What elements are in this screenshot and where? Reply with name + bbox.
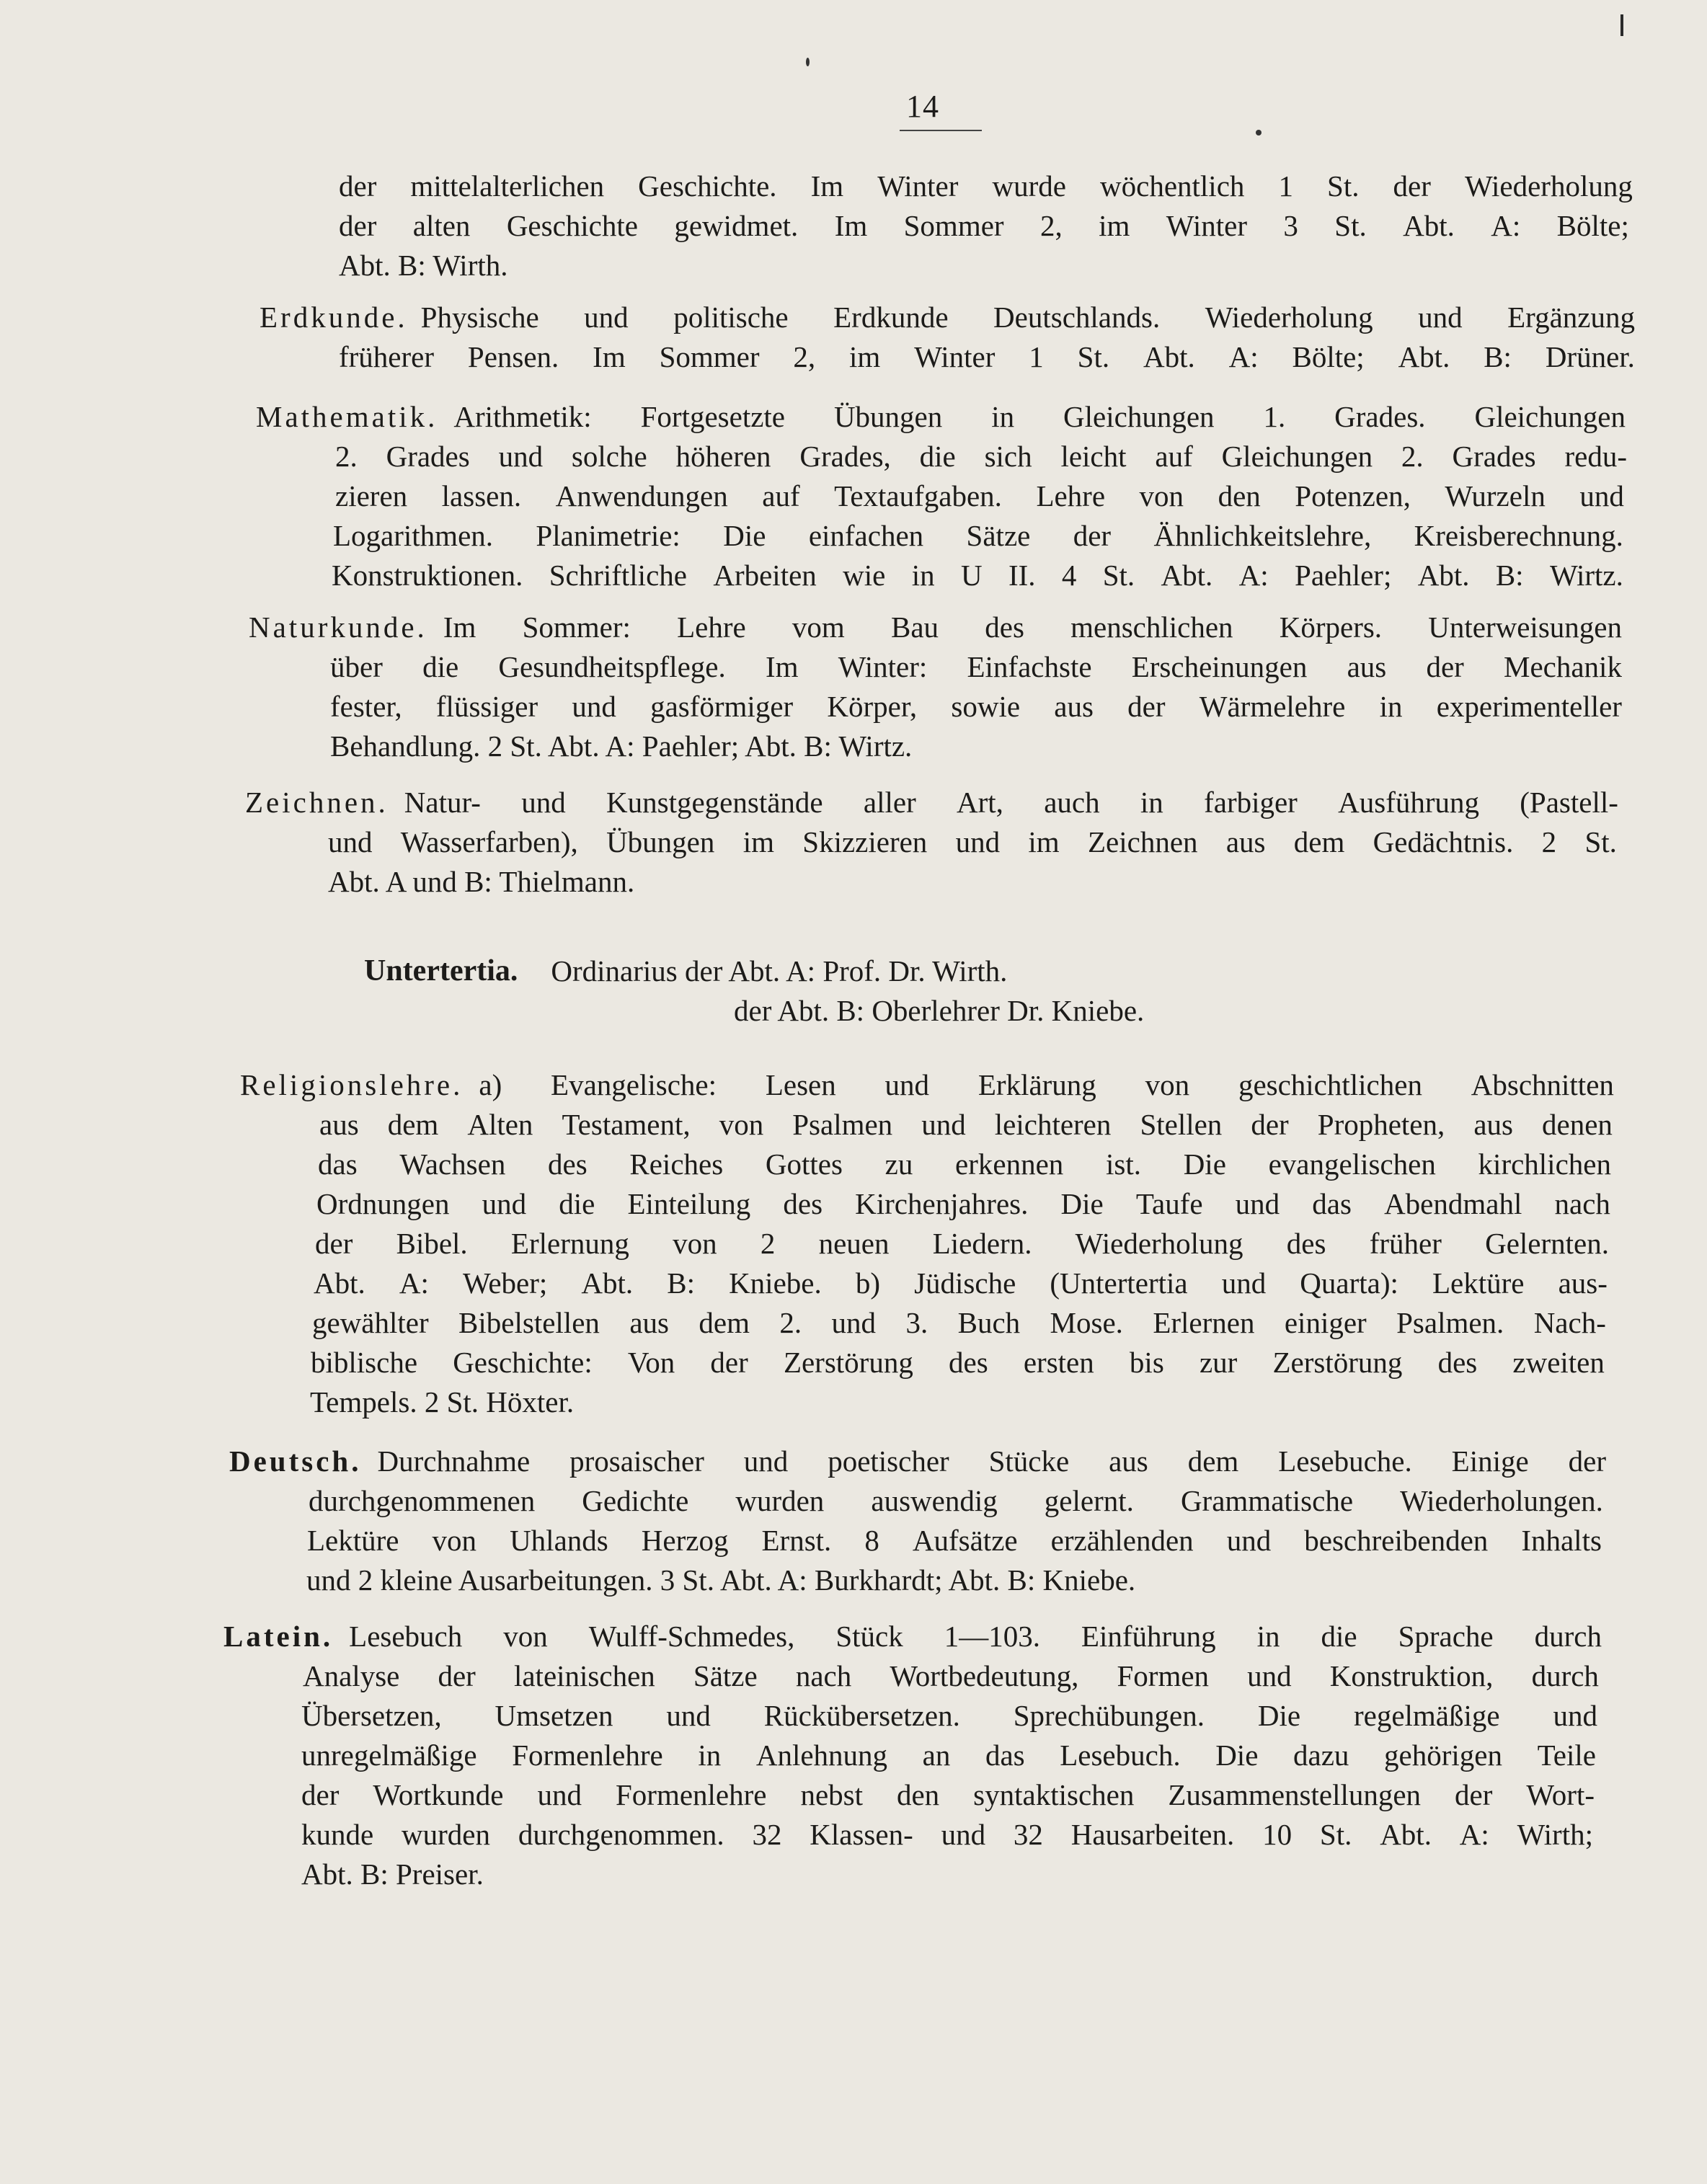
ink-speck (1256, 130, 1262, 136)
text-line: unregelmäßige Formenlehre in Anlehnung an das Lesebuch. Die dazu gehörigen Teile (301, 1739, 1596, 1772)
paragraph-zeichnen (245, 784, 1618, 820)
text-line: Abt. A: Weber; Abt. B: Kniebe. b) Jüdische (Untertertia und Quarta): Lektüre aus- (314, 1266, 1608, 1300)
text-line: Im Sommer: Lehre vom Bau des menschlichen Körpers. Unterweisungen (443, 611, 1622, 644)
paragraph-erdkunde (260, 299, 1635, 335)
text-line: Durchnahme prosaischer und poetischer Stücke aus dem Lesebuche. Einige der (377, 1444, 1606, 1478)
paragraph-deutsch (229, 1443, 1606, 1479)
subject-mathematik: Mathematik. (256, 400, 438, 433)
ordinarius-b: der Abt. B: Oberlehrer Dr. Kniebe. (734, 994, 1145, 1027)
text-line: Analyse der lateinischen Sätze nach Wortbedeutung, Formen und Konstruktion, durch (303, 1659, 1599, 1692)
text-line: Tempels. 2 St. Höxter. (310, 1385, 575, 1419)
text-line: 2. Grades und solche höheren Grades, die sich leicht auf Gleichungen 2. Grades redu- (335, 440, 1627, 473)
paragraph-latein (223, 1618, 1602, 1654)
class-heading (364, 953, 1007, 989)
text-line: und 2 kleine Ausarbeitungen. 3 St. Abt. A: Burkhardt; Abt. B: Kniebe. (306, 1563, 1136, 1597)
text-line: Lesebuch von Wulff-Schmedes, Stück 1—103. Einführung in die Sprache durch (349, 1620, 1602, 1653)
subject-naturkunde: Naturkunde. (249, 611, 427, 644)
text-line: Abt. A und B: Thielmann. (328, 865, 635, 898)
paragraph-mathematik (256, 399, 1626, 435)
paragraph-religionslehre (240, 1067, 1614, 1103)
page-number: 14 (906, 89, 939, 124)
text-line: Lektüre von Uhlands Herzog Ernst. 8 Aufsätze erzählenden und beschreibenden Inhalts (307, 1524, 1602, 1557)
text-line: der mittelalterlichen Geschichte. Im Winter wurde wöchentlich 1 St. der Wiederholung (339, 169, 1633, 203)
subject-deutsch: Deutsch. (229, 1444, 362, 1478)
text-line: der alten Geschichte gewidmet. Im Sommer 2, im Winter 3 St. Abt. A: Bölte; (339, 209, 1629, 242)
text-line: der Bibel. Erlernung von 2 neuen Liedern. Wiederholung des früher Gelernten. (315, 1227, 1609, 1260)
text-line: Übersetzen, Umsetzen und Rückübersetzen. Sprechübungen. Die regelmäßige und (301, 1699, 1597, 1732)
text-line: biblische Geschichte: Von der Zerstörung des ersten bis zur Zerstörung des zweiten (311, 1346, 1605, 1379)
subject-erdkunde: Erdkunde. (260, 301, 408, 334)
text-line: früherer Pensen. Im Sommer 2, im Winter 1 St. Abt. A: Bölte; Abt. B: Drüner. (339, 340, 1635, 373)
class-title: Untertertia. (364, 954, 518, 987)
subject-zeichnen: Zeichnen. (245, 786, 389, 819)
ordinarius-a: Ordinarius der Abt. A: Prof. Dr. Wirth. (551, 954, 1008, 987)
text-line: das Wachsen des Reiches Gottes zu erkennen ist. Die evangelischen kirchlichen (318, 1148, 1611, 1181)
text-line: Ordnungen und die Einteilung des Kirchenjahres. Die Taufe und das Abendmahl nach (316, 1187, 1610, 1220)
text-line: Behandlung. 2 St. Abt. A: Paehler; Abt. B: Wirtz. (330, 729, 913, 763)
text-line: gewählter Bibelstellen aus dem 2. und 3. Buch Mose. Erlernen einiger Psalmen. Nach- (312, 1306, 1606, 1339)
text-line: Natur- und Kunstgegenstände aller Art, auch in farbiger Ausführung (Pastell- (404, 786, 1618, 819)
text-line: durchgenommenen Gedichte wurden auswendig gelernt. Grammatische Wiederholungen. (309, 1484, 1603, 1517)
text-line: zieren lassen. Anwendungen auf Textaufgaben. Lehre von den Potenzen, Wurzeln und (335, 479, 1624, 512)
text-line: fester, flüssiger und gasförmiger Körper, sowie aus der Wärmelehre in experimenteller (330, 690, 1622, 723)
text-line: aus dem Alten Testament, von Psalmen und leichteren Stellen der Propheten, aus denen (319, 1108, 1613, 1141)
text-line: a) Evangelische: Lesen und Erklärung von geschichtlichen Abschnitten (479, 1068, 1614, 1101)
page-number-rule (900, 130, 982, 131)
text-line: über die Gesundheitspflege. Im Winter: Einfachste Erscheinungen aus der Mechanik (330, 650, 1622, 683)
paragraph-naturkunde (249, 609, 1622, 645)
text-line: Konstruktionen. Schriftliche Arbeiten wie in U II. 4 St. Abt. A: Paehler; Abt. B: Wirtz. (332, 559, 1623, 592)
text-line: Physische und politische Erdkunde Deutschlands. Wiederholung und Ergänzung (420, 301, 1635, 334)
text-line: Arithmetik: Fortgesetzte Übungen in Gleichungen 1. Grades. Gleichungen (453, 400, 1626, 433)
scan-edge-mark (1620, 14, 1623, 36)
text-line: Abt. B: Wirth. (339, 249, 508, 282)
text-line: Logarithmen. Planimetrie: Die einfachen Sätze der Ähnlichkeitslehre, Kreisberechnung. (333, 519, 1623, 552)
text-line: kunde wurden durchgenommen. 32 Klassen- und 32 Hausarbeiten. 10 St. Abt. A: Wirth; (301, 1818, 1593, 1851)
ink-speck (806, 58, 810, 66)
text-line: der Wortkunde und Formenlehre nebst den syntaktischen Zusammenstellungen der Wort- (301, 1778, 1595, 1811)
subject-religionslehre: Religionslehre. (240, 1068, 464, 1101)
text-line: und Wasserfarben), Übungen im Skizzieren und im Zeichnen aus dem Gedächtnis. 2 St. (328, 825, 1617, 858)
subject-latein: Latein. (223, 1620, 334, 1653)
text-line: Abt. B: Preiser. (301, 1857, 484, 1891)
